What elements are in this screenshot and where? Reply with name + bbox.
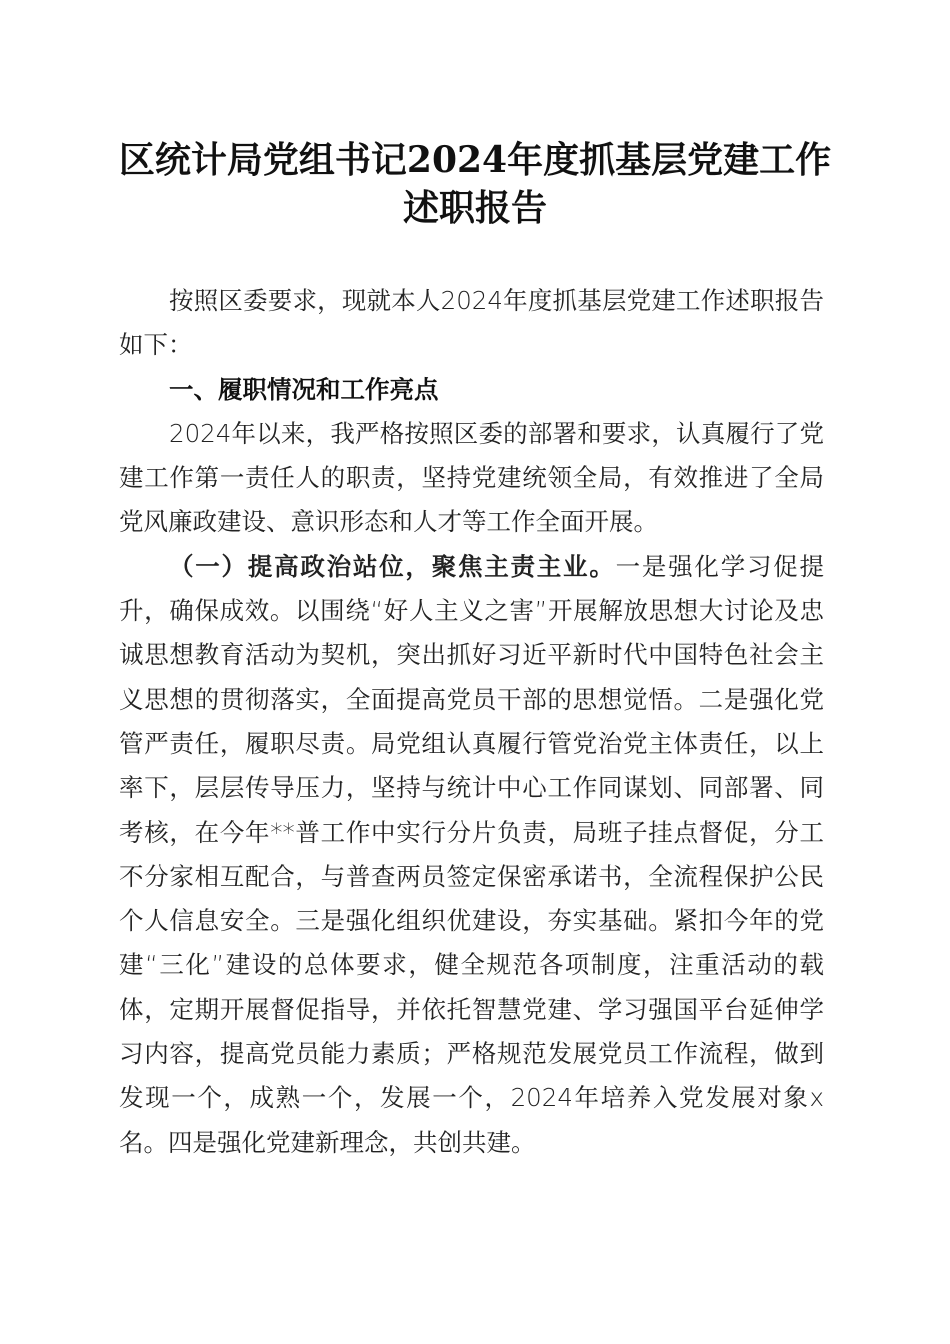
intro-paragraph: 按照区委要求，现就本人2024年度抓基层党建工作述职报告如下：: [119, 286, 824, 360]
subsection-text: 一是强化学习促提升，确保成效。以围绕“好人主义之害”开展解放思想大讨论及忠诚思想教育活动为契机，突出抓好习近平新时代中国特色社会主义思想的贯彻落实，全面提高党员干部的思想觉悟。二是强化党管严责任，履职尽责。局党组认真履行管党治党主体责任，以上率下，层层传导压力，坚持与统计中心工作同谋划、同部署、同考核，在今年**普工作中实行分片负责，局班子挂点督促，分工不分家相互配合，与普查两员签定保密承诺书，全流程保护公民个人信息安全。三是强化组织优建设，夯实基础。紧扣今年的党建“三化”建设的总体要求，健全规范各项制度，注重活动的载体，定期开展督促指导，并依托智慧党建、学习强国平台延伸学习内容，提高党员能力素质；严格规范发展党员工作流程，做到发现一个，成熟一个，发展一个，2024年培养入党发展对象x名。四是强化党建新理念，共创共建。: [119, 551, 825, 1157]
document-body: [119, 279, 824, 1165]
subsection-heading: （一）提高政治站位，聚焦主责主业。: [169, 551, 616, 581]
document-title-line1: 区统计局党组书记2024年度抓基层党建工作: [118, 139, 832, 181]
subsection-paragraph: [119, 545, 824, 1165]
summary-paragraph: 2024年以来，我严格按照区委的部署和要求，认真履行了党建工作第一责任人的职责，坚持党建统领全局，有效推进了全局党风廉政建设、意识形态和人才等工作全面开展。: [119, 418, 824, 537]
section-heading: 一、履职情况和工作亮点: [169, 374, 439, 404]
document-title-line2: 述职报告: [402, 187, 547, 229]
